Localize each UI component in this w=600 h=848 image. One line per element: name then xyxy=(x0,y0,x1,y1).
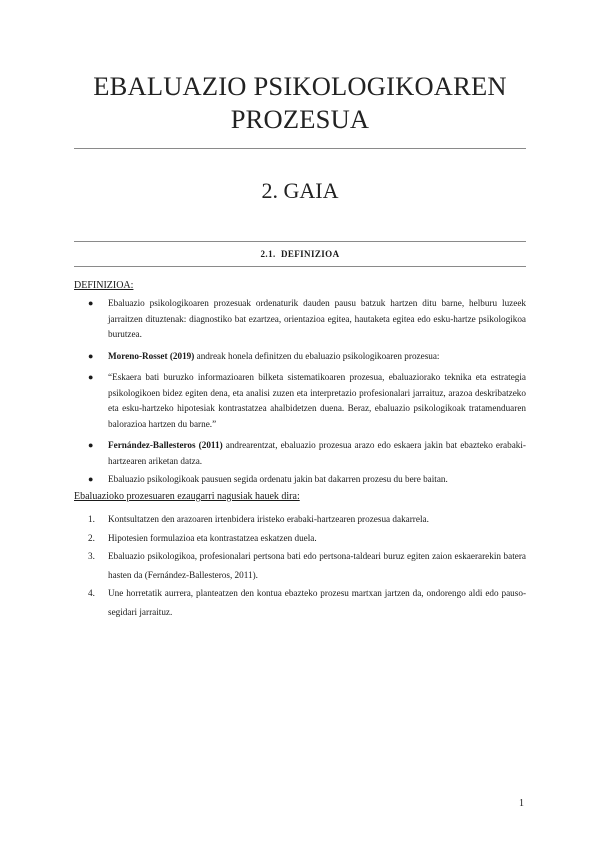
item-text: Une horretatik aurrera, planteatzen den kontuа ebazteko prozesu martxan jartzen da, ondorengo aldi edo pauso-segidari jarraituz. xyxy=(108,588,526,617)
list-item xyxy=(74,296,526,343)
title-line-1: EBALUAZIO PSIKOLOGIKOAREN xyxy=(93,71,507,101)
bullet-icon: ● xyxy=(88,372,94,382)
bullet-icon: ● xyxy=(88,350,94,361)
item-number: 3. xyxy=(88,551,95,561)
title-divider xyxy=(74,148,526,149)
item-number: 2. xyxy=(88,532,95,543)
item-text: Ebaluazio psikologikoa, profesionalari pertsona bati edo pertsona-taldeari buruz egiten zaion eskaerarekin batera hasten da (Fernández-Ballesteros, 2011). xyxy=(108,551,526,580)
list-item xyxy=(74,510,526,529)
item-text: Kontsultatzen den arazoaren irtenbidera iristeko erabaki-hartzearen prozesua dakarrela. xyxy=(108,514,429,524)
section-top-divider xyxy=(74,241,526,242)
characteristics-label: Ebaluazioko prozesuaren ezaugarri nagusiak hauek dira: xyxy=(74,491,300,502)
page-number: 1 xyxy=(519,798,524,809)
section-number: 2.1. xyxy=(260,249,276,259)
bullet-icon: ● xyxy=(88,474,94,484)
list-item xyxy=(74,529,526,548)
list-item xyxy=(74,370,526,432)
list-item xyxy=(74,438,526,469)
characteristics-list xyxy=(74,510,526,621)
bullet-author: Fernández-Ballesteros (2011) xyxy=(108,440,223,450)
bullet-author: Moreno-Rosset (2019) xyxy=(108,350,195,361)
item-text: Hipotesien formulazioa eta kontrastatzea eskatzen duela. xyxy=(108,532,317,543)
document-title xyxy=(74,70,526,136)
title-line-2: PROZESUA xyxy=(230,104,370,134)
bullet-text: andreak honela definitzen du ebaluazio psikologikoaren prozesua: xyxy=(194,350,440,361)
definitions-list xyxy=(74,296,526,491)
list-item xyxy=(74,472,526,488)
definitions-label: DEFINIZIOA: xyxy=(74,280,134,291)
section-heading xyxy=(74,249,526,259)
list-item xyxy=(74,584,526,621)
item-number: 4. xyxy=(88,588,95,598)
bullet-text: Ebaluazio psikologikoak pausuen segida ordenatu jakin bat dakarren prozesu du bere baitan. xyxy=(108,474,448,484)
bullet-quote: “Eskaera bati buruzko informazioaren bilketa sistematikoaren prozesua, ebaluaziorako teknika eta estrategia psikologikoen bidez egiten dena, eta analisi zuzen eta interpretazio profesionalari jarraituz, arazoa deskribatzeko eta esku-hartzeko hipotesiak kontrastatzea ahalbidetzen duena. Beraz, ebaluazio psikologikoak tratamenduaren balorazioa hartzen du barne.” xyxy=(108,372,526,429)
list-item xyxy=(74,349,526,365)
chapter-heading: 2. GAIA xyxy=(261,178,339,203)
bullet-icon: ● xyxy=(88,298,94,308)
section-title: DEFINIZIOA xyxy=(280,249,340,259)
bullet-icon: ● xyxy=(88,440,94,450)
section-bottom-divider xyxy=(74,266,526,267)
bullet-text: Ebaluazio psikologikoaren prozesuak ordenaturik dauden pausu batzuk hartzen ditu barne, helburu luzeek jarraitzen dituztenak: diagnostiko bat ezartzea, orientazioa egitea, hautaketa egitea edo esku-hartze psikologikoa burutzea. xyxy=(108,298,526,339)
bullet-text: andrearentzat, ebaluazio prozesua arazo edo eskaera jakin bat ebazteko erabaki-hartzearen ariketan datza. xyxy=(108,440,526,466)
item-number: 1. xyxy=(88,514,95,524)
list-item xyxy=(74,547,526,584)
